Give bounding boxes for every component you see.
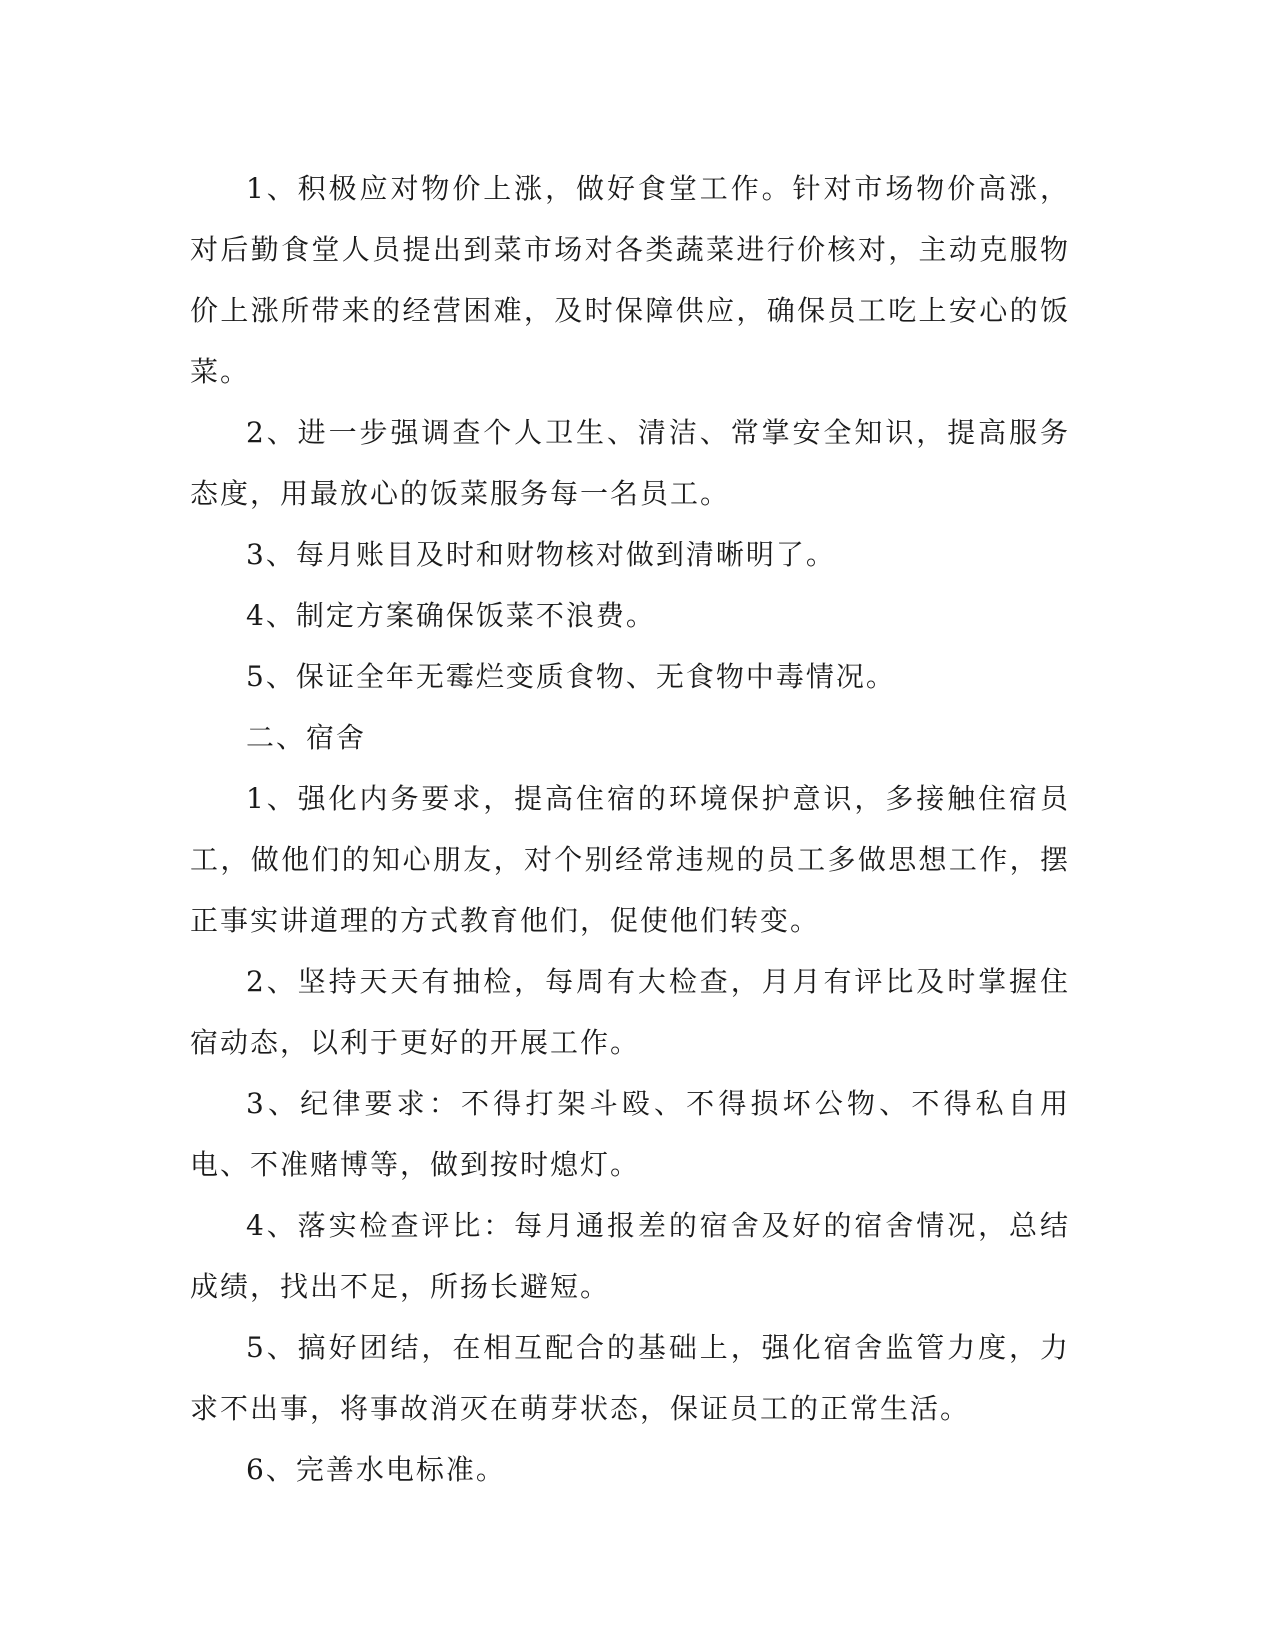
document-body xyxy=(190,158,1070,1500)
paragraph-canteen-2: 2、进一步强调查个人卫生、清洁、常掌安全知识，提高服务态度，用最放心的饭菜服务每一名员工。 xyxy=(190,416,1070,510)
paragraph-canteen-3: 3、每月账目及时和财物核对做到清晰明了。 xyxy=(246,538,836,571)
paragraph-canteen-1: 1、积极应对物价上涨，做好食堂工作。针对市场物价高涨，对后勤食堂人员提出到菜市场对各类蔬菜进行价核对，主动克服物价上涨所带来的经营困难，及时保障供应，确保员工吃上安心的饭菜。 xyxy=(190,172,1070,388)
section-heading-dormitory: 二、宿舍 xyxy=(246,721,367,754)
paragraph-canteen-4: 4、制定方案确保饭菜不浪费。 xyxy=(246,599,656,632)
paragraph-dorm-4: 4、落实检查评比：每月通报差的宿舍及好的宿舍情况，总结成绩，找出不足，所扬长避短。 xyxy=(190,1209,1070,1303)
paragraph-dorm-2: 2、坚持天天有抽检，每周有大检查，月月有评比及时掌握住宿动态，以利于更好的开展工作。 xyxy=(190,965,1070,1059)
paragraph-dorm-3: 3、纪律要求：不得打架斗殴、不得损坏公物、不得私自用电、不准赌博等，做到按时熄灯。 xyxy=(190,1087,1070,1181)
paragraph-dorm-6: 6、完善水电标准。 xyxy=(246,1453,506,1486)
paragraph-dorm-1: 1、强化内务要求，提高住宿的环境保护意识，多接触住宿员工，做他们的知心朋友，对个别经常违规的员工多做思想工作，摆正事实讲道理的方式教育他们，促使他们转变。 xyxy=(190,782,1070,937)
paragraph-dorm-5: 5、搞好团结，在相互配合的基础上，强化宿舍监管力度，力求不出事，将事故消灭在萌芽状态，保证员工的正常生活。 xyxy=(190,1331,1070,1425)
paragraph-canteen-5: 5、保证全年无霉烂变质食物、无食物中毒情况。 xyxy=(246,660,896,693)
